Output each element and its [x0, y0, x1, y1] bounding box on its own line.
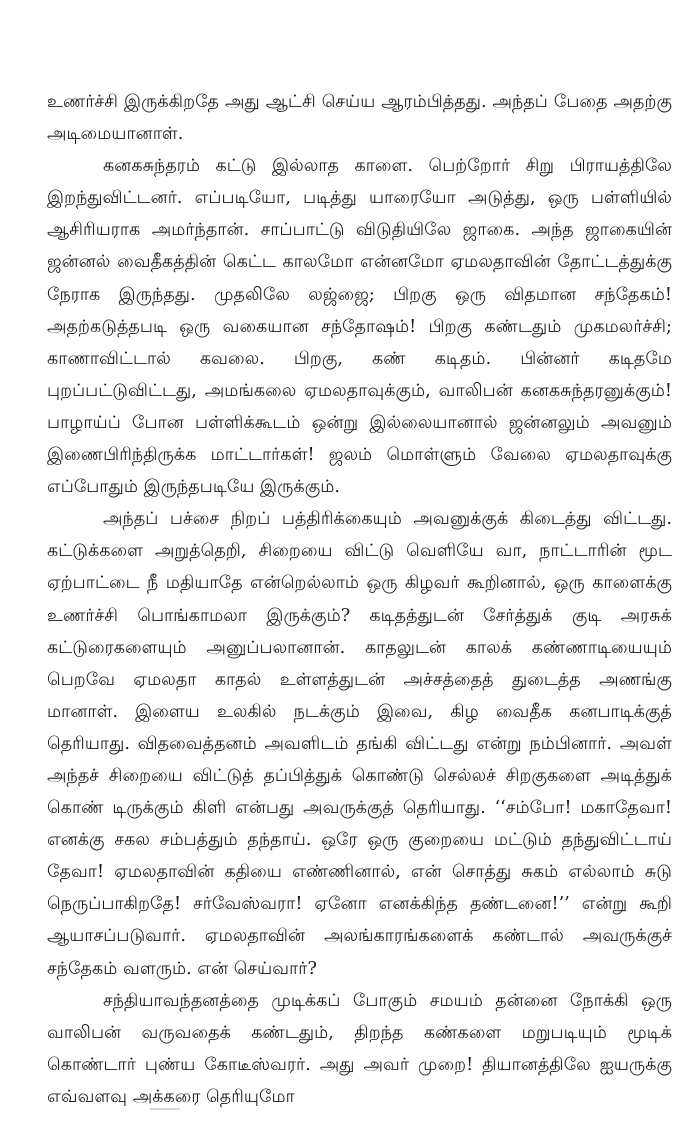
body-text	[47, 86, 672, 1113]
paragraph-4: சந்தியாவந்தனத்தை முடிக்கப் போகும் சமயம் தன்னை நோக்கி ஒரு வாலிபன் வருவதைக் கண்டதும், திறந்த கண்களை மறுபடியும் மூடிக் கொண்டார் புண்ய கோடீஸ்வரர். அது அவர் முறை! தியானத்திலே ஐயருக்கு எவ்வளவு அக்கரை தெரியுமோ	[47, 990, 672, 1107]
paragraph-1: உணர்ச்சி இருக்கிறதே அது ஆட்சி செய்ய ஆரம்பித்தது. அந்தப் பேதை அதற்கு அடிமையானாள்.	[47, 92, 672, 145]
paragraph-3: அந்தப் பச்சை நிறப் பத்திரிக்கையும் அவனுக்குக் கிடைத்து விட்டது. கட்டுக்களை அறுத்தெறி, சிறையை விட்டு வெளியே வா, நாட்டாரின் மூட ஏற்பாட்டை நீ மதியாதே என்றெல்லாம் ஒரு கிழவர் கூறினால், ஒரு காளைக்கு உணர்ச்சி பொங்காமலா இருக்கும்? கடிதத்துடன் சேர்த்துக் குடி அரசுக் கட்டுரைகளையும் அனுப்பலானான். காதலுடன் காலக் கண்ணாடியையும் பெறவே ஏமலதா காதல் உள்ளத்துடன் அச்சத்தைத் துடைத்த அணங்கு மானாள். இளைய உலகில் நடக்கும் இவை, கிழ வைதீக கனபாடிக்குத் தெரியாது. விதவைத்தனம் அவளிடம் தங்கி விட்டது என்று நம்பினார். அவள் அந்தச் சிறையை விட்டுத் தப்பித்துக் கொண்டு செல்லச் சிறகுகளை அடித்துக் கொண் டிருக்கும் கிளி என்பது அவருக்குத் தெரியாது. ‘‘சம்போ! மகாதேவா! எனக்கு சகல சம்பத்தும் தந்தாய். ஒரே ஒரு குறையை மட்டும் தந்துவிட்டாய் தேவா! ஏமலதாவின் கதியை எண்ணினால், என் சொத்து சுகம் எல்லாம் சுடு நெருப்பாகிறதே! சர்வேஸ்வரா! ஏனோ எனக்கிந்த தண்டனை!’’ என்று கூறி ஆயாசப்படுவார். ஏமலதாவின் அலங்காரங்களைக் கண்டால் அவருக்குச் சந்தேகம் வளரும். என் செய்வார்?	[47, 509, 672, 979]
paragraph-2: கனகசுந்தரம் கட்டு இல்லாத காளை. பெற்றோர் சிறு பிராயத்திலே இறந்துவிட்டனர். எப்படியோ, படித்து யாரையோ அடுத்து, ஒரு பள்ளியில் ஆசிரியராக அமர்ந்தான். சாப்பாட்டு விடுதியிலே ஜாகை. அந்த ஜாகையின் ஜன்னல் வைதீகத்தின் கெட்ட காலமோ என்னமோ ஏமலதாவின் தோட்டத்துக்கு நேராக இருந்தது. முதலிலே லஜ்ஜை; பிறகு ஒரு விதமான சந்தேகம்! அதற்கடுத்தபடி ஒரு வகையான சந்தோஷம்! பிறகு கண்டதும் முகமலர்ச்சி; காணாவிட்டால் கவலை. பிறகு, கண் கடிதம். பின்னர் கடிதமே புறப்பட்டுவிட்டது, அமங்கலை ஏமலதாவுக்கும், வாலிபன் கனகசுந்தரனுக்கும்! பாழாய்ப் போன பள்ளிக்கூடம் ஒன்று இல்லையானால் ஜன்னலும் அவனும் இணைபிரிந்திருக்க மாட்டார்கள்! ஜலம் மொள்ளும் வேலை ஏமலதாவுக்கு எப்போதும் இருந்தபடியே இருக்கும்.	[47, 156, 672, 498]
scan-smudge	[150, 1108, 180, 1110]
